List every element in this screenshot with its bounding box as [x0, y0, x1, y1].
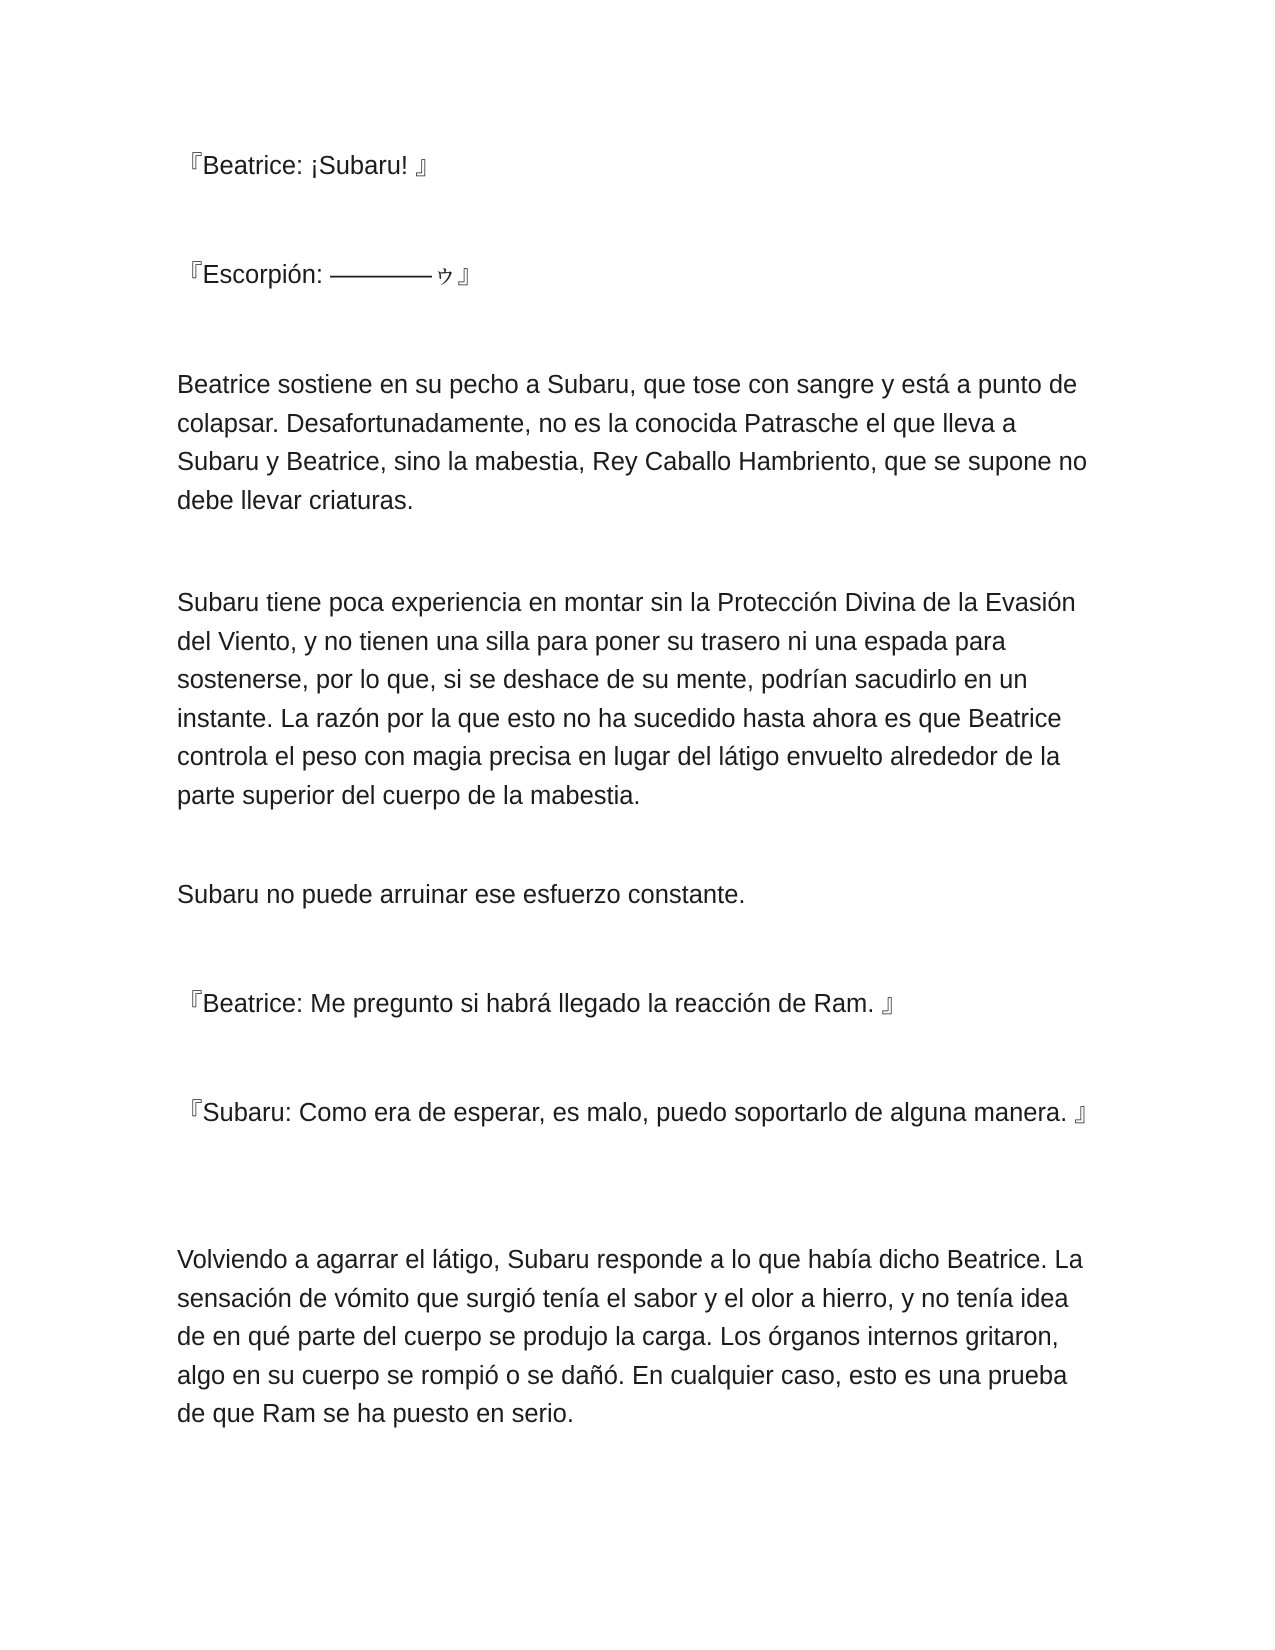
dialogue-subaru: 『Subaru: Como era de esperar, es malo, puedo soportarlo de alguna manera. 』 [177, 1099, 1100, 1127]
dialogue-beatrice-ram: 『Beatrice: Me pregunto si habrá llegado la reacción de Ram. 』 [177, 990, 907, 1018]
paragraph-narration-3: Subaru no puede arruinar ese esfuerzo constante. [177, 881, 746, 909]
paragraph-narration-1: Beatrice sostiene en su pecho a Subaru, que tose con sangre y está a punto de colapsar. Desafortunadamente, no es la conocida Patrasche el que lleva a Subaru y Beatrice, sino la mabestia, Rey Caballo Hambriento, que se supone no debe llevar criaturas. [177, 371, 1095, 515]
paragraph-narration-4: Volviendo a agarrar el látigo, Subaru responde a lo que había dicho Beatrice. La sensación de vómito que surgió tenía el sabor y el olor a hierro, y no tenía idea de en qué parte del cuerpo se produjo la carga. Los órganos internos gritaron, algo en su cuerpo se rompió o se dañó. En cualquier caso, esto es una prueba de que Ram se ha puesto en serio. [177, 1246, 1090, 1428]
dialogue-beatrice-subaru: 『Beatrice: ¡Subaru! 』 [177, 152, 441, 180]
dialogue-escorpion: 『Escorpión: ————ゥ』 [177, 261, 484, 289]
paragraph-narration-2: Subaru tiene poca experiencia en montar sin la Protección Divina de la Evasión del Viento, y no tienen una silla para poner su trasero ni una espada para sostenerse, por lo que, si se deshace de su mente, podrían sacudirlo en un instante. La razón por la que esto no ha sucedido hasta ahora es que Beatrice controla el peso con magia precisa en lugar del látigo envuelto alrededor de la parte superior del cuerpo de la mabestia. [177, 589, 1083, 810]
